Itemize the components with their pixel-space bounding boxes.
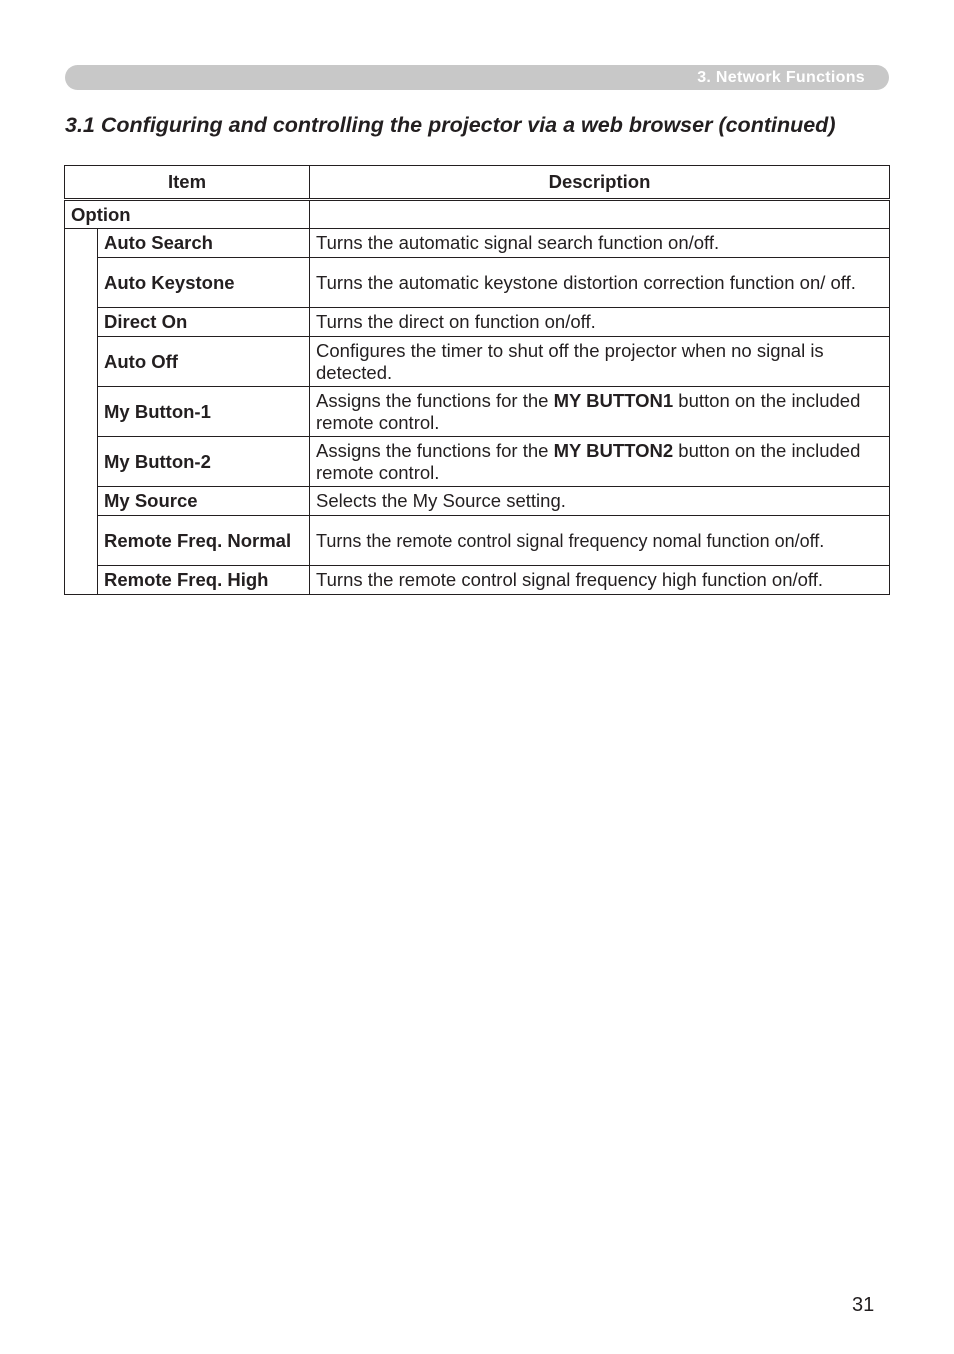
item-description <box>310 387 890 437</box>
item-description: Turns the direct on function on/off. <box>310 308 890 337</box>
description-text: button on the included remote control. <box>316 439 861 483</box>
option-table <box>64 165 890 595</box>
table-row <box>65 516 890 566</box>
item-name: My Button-2 <box>98 437 310 487</box>
item-name: Direct On <box>98 308 310 337</box>
table-header-row <box>65 166 890 200</box>
group-label: Option <box>65 200 310 229</box>
table-row <box>65 308 890 337</box>
button-name: MY BUTTON2 <box>553 439 674 461</box>
section-header-bar <box>65 65 889 90</box>
item-name: Auto Off <box>98 337 310 387</box>
item-name: My Button-1 <box>98 387 310 437</box>
item-description <box>310 437 890 487</box>
item-name: Remote Freq. Normal <box>98 516 310 566</box>
item-name: My Source <box>98 487 310 516</box>
description-text: Assigns the functions for the <box>316 389 554 411</box>
table-row <box>65 566 890 595</box>
table-row <box>65 487 890 516</box>
description-text: Assigns the functions for the <box>316 439 554 461</box>
section-label: 3. Network Functions <box>697 69 865 86</box>
item-description: Turns the remote control signal frequency high function on/off. <box>310 566 890 595</box>
header-item: Item <box>65 166 310 200</box>
table-row <box>65 258 890 308</box>
header-description: Description <box>310 166 890 200</box>
page-title: 3.1 Configuring and controlling the projector via a web browser (continued) <box>65 113 836 137</box>
item-name: Auto Search <box>98 229 310 258</box>
item-description: Turns the remote control signal frequency nomal function on/off. <box>310 516 890 566</box>
page-number: 31 <box>852 1294 875 1316</box>
table-row <box>65 387 890 437</box>
item-description: Configures the timer to shut off the projector when no signal is detected. <box>310 337 890 387</box>
table-row <box>65 337 890 387</box>
item-description: Turns the automatic signal search function on/off. <box>310 229 890 258</box>
item-name: Remote Freq. High <box>98 566 310 595</box>
table-row <box>65 437 890 487</box>
button-name: MY BUTTON1 <box>553 389 674 411</box>
item-name: Auto Keystone <box>98 258 310 308</box>
description-text: button on the included remote control. <box>316 389 861 433</box>
table-row <box>65 229 890 258</box>
group-description <box>310 200 890 229</box>
group-row-option <box>65 200 890 229</box>
item-description: Turns the automatic keystone distortion correction function on/ off. <box>310 258 890 308</box>
item-description: Selects the My Source setting. <box>310 487 890 516</box>
group-indent <box>65 229 98 595</box>
